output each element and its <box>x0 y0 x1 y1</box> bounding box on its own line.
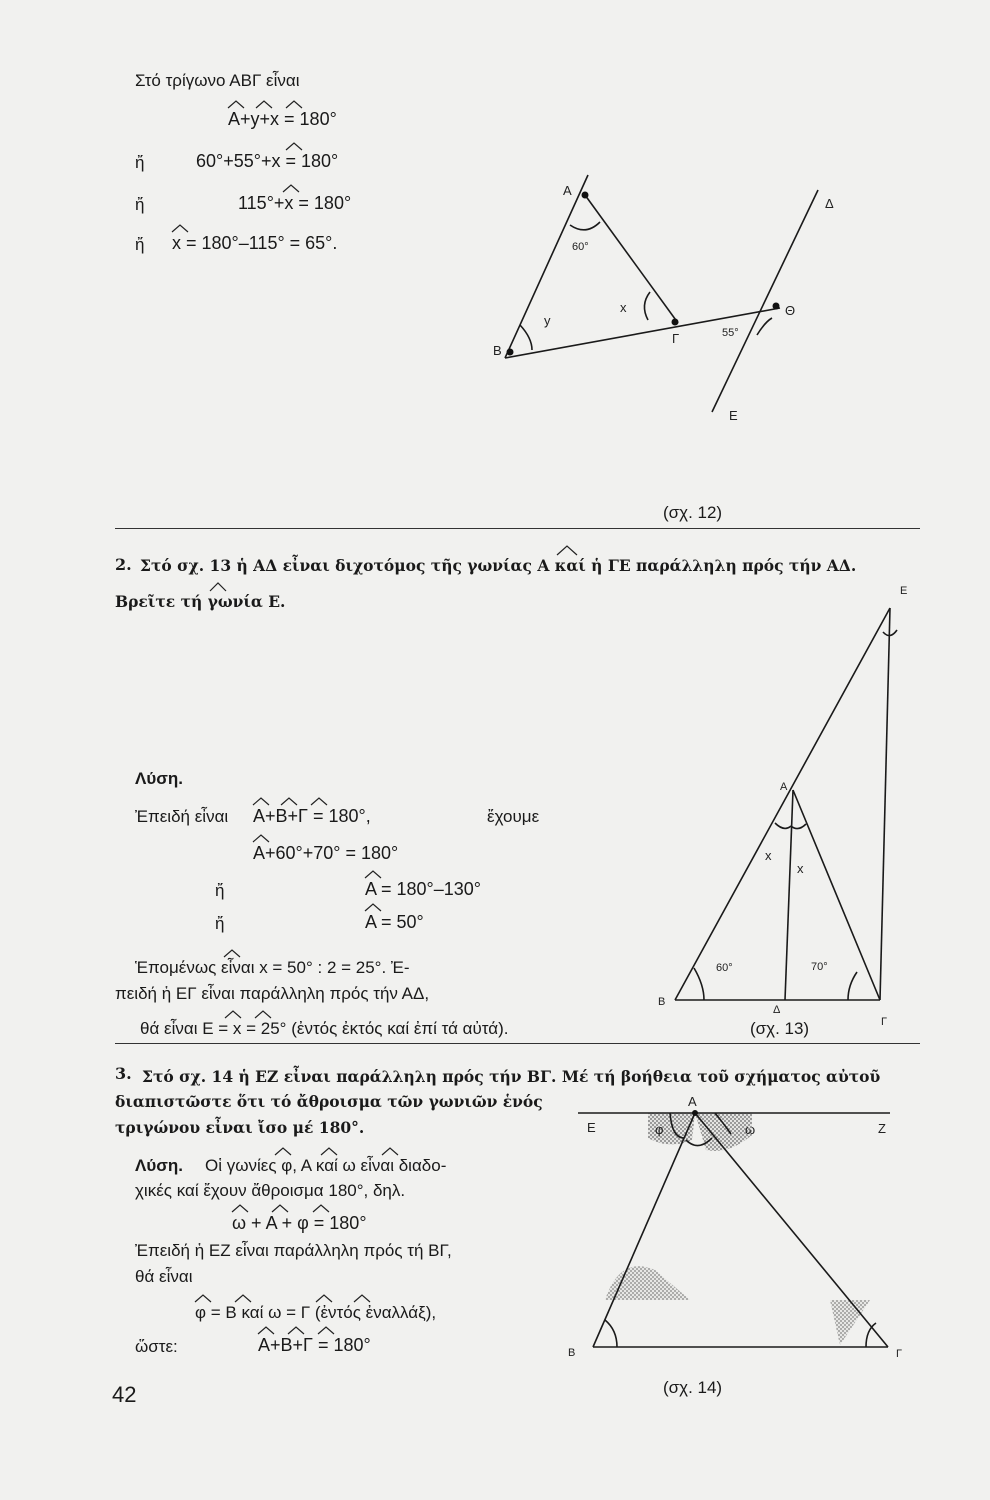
part3-statement-line1: Στό σχ. 14 ἡ ΕΖ εἶναι παράλληλη πρός τήν ΒΓ. Μέ τή βοήθεια τοῦ σχήματος αὐτοῦ <box>142 1067 881 1086</box>
part1-eq1: Α+y+x = 180° <box>228 109 337 129</box>
part3-solution-label: Λύση. <box>135 1156 183 1175</box>
part2-s6: πειδή ἡ ΕΓ εἶναι παράλληλη πρός τήν ΑΔ, <box>115 984 430 1003</box>
fig13-label-x2: x <box>797 861 804 876</box>
figure-12 <box>493 175 834 423</box>
part2-s1-prefix: Ἐπειδή εἶναι <box>135 807 229 826</box>
part3-statement-line3: τριγώνου εἶναι ἴσο μέ 180°. <box>115 1118 365 1137</box>
fig13-arc-60 <box>694 968 704 1000</box>
part1-caption: (σχ. 12) <box>663 503 723 522</box>
part2-s4-prefix: ἤ <box>215 914 225 933</box>
part1-eq4-prefix: ἤ <box>135 235 145 254</box>
fig13-label-G: Γ <box>881 1016 888 1028</box>
part1-intro: Στό τρίγωνο ΑΒΓ εἶναι <box>135 71 300 90</box>
fig12-arc-60 <box>570 222 600 230</box>
fig13-label-60: 60° <box>716 962 733 974</box>
fig12-label-E: Ε <box>729 408 738 423</box>
fig12-point-G <box>672 319 679 326</box>
fig14-label-G: Γ <box>896 1348 903 1360</box>
fig12-point-B <box>507 349 514 356</box>
fig13-line-AD <box>785 790 793 1000</box>
figure-14 <box>568 1094 902 1360</box>
part3-statement-line2: διαπιστῶστε ὅτι τό ἄθροισμα τῶν γωνιῶν ἑνός <box>115 1092 543 1111</box>
part3-s7-prefix: ὥστε: <box>135 1337 178 1356</box>
fig13-arc-x2 <box>791 824 806 829</box>
part2-s2: Α+60°+70° = 180° <box>253 843 399 863</box>
part2-s5: Ἑπομένως εἶναι x = 50° : 2 = 25°. Ἐ- <box>135 958 410 977</box>
part2-statement-line2: Βρεῖτε τή γωνία Ε. <box>115 592 286 611</box>
part3-s3: ω + Α + φ = 180° <box>232 1213 367 1233</box>
fig14-shade-B <box>605 1266 690 1300</box>
fig12-label-D: Δ <box>825 196 834 211</box>
fig12-arc-55 <box>757 318 772 335</box>
part3-s2: χικές καί ἔχουν ἄθροισμα 180°, δηλ. <box>135 1181 406 1200</box>
fig13-label-A: Α <box>780 781 788 793</box>
fig14-line-AG <box>695 1113 888 1347</box>
page-number: 42 <box>112 1382 137 1407</box>
part3-angle-hats <box>195 1148 398 1334</box>
fig13-label-x1: x <box>765 848 772 863</box>
fig13-arc-x1 <box>775 823 791 828</box>
fig12-label-G: Γ <box>672 331 680 346</box>
part1-eq2-prefix: ἤ <box>135 153 145 172</box>
fig12-line-AG <box>585 195 678 323</box>
part2-angle-hats <box>210 546 577 1018</box>
part3-s7: Α+Β+Γ = 180° <box>258 1335 371 1355</box>
part3-s1: Οἱ γωνίες φ, Α καί ω εἶναι διαδο- <box>205 1156 447 1175</box>
part2-s1-suffix: ἔχουμε <box>487 807 540 826</box>
fig14-shade-G <box>830 1300 870 1345</box>
fig12-arc-x <box>644 292 650 320</box>
fig12-label-60: 60° <box>572 241 589 253</box>
fig13-label-D: Δ <box>773 1004 781 1016</box>
part2-caption: (σχ. 13) <box>750 1019 810 1038</box>
part2-statement-line1: Στό σχ. 13 ἡ ΑΔ εἶναι διχοτόμος τῆς γωνίας Α καί ἡ ΓΕ παράλληλη πρός τήν ΑΔ. <box>140 556 857 575</box>
fig13-label-70: 70° <box>811 961 828 973</box>
fig13-label-B: Β <box>658 996 666 1008</box>
part2-s1: Α+Β+Γ = 180°, <box>253 806 371 826</box>
fig12-point-A <box>582 192 589 199</box>
fig13-line-EG <box>880 608 890 1000</box>
fig14-arc-B <box>605 1320 617 1347</box>
part3-number: 3. <box>115 1064 132 1083</box>
fig12-label-Th: Θ <box>785 303 796 318</box>
fig12-line-DE <box>712 190 818 412</box>
fig12-line-AB <box>505 175 588 358</box>
part3-s6: φ = Β καί ω = Γ (ἐντός ἐναλλάξ), <box>195 1303 437 1322</box>
fig12-arc-y <box>520 325 532 350</box>
part2-s3: Α = 180°–130° <box>365 879 481 899</box>
fig14-label-B: Β <box>568 1347 576 1359</box>
part1-eq3: 115°+x = 180° <box>238 193 352 213</box>
fig12-label-B: Β <box>493 343 502 358</box>
fig14-label-omega: ω <box>745 1122 756 1137</box>
figure-13 <box>658 585 907 1028</box>
fig14-shade-omega <box>695 1113 752 1151</box>
part1-angle-hats <box>172 101 302 232</box>
part1-eq2: 60°+55°+x = 180° <box>196 151 339 171</box>
part2-s3-prefix: ἤ <box>215 881 225 900</box>
fig14-line-AB <box>593 1113 695 1347</box>
part3-caption: (σχ. 14) <box>663 1378 723 1397</box>
fig14-label-A: Α <box>688 1094 697 1109</box>
part1-eq4: x = 180°–115° = 65°. <box>172 233 338 253</box>
fig13-arc-70 <box>848 972 857 1000</box>
part3-s4: Ἐπειδή ἡ ΕΖ εἶναι παράλληλη πρός τή ΒΓ, <box>135 1241 452 1260</box>
fig14-label-Z: Ζ <box>878 1121 886 1136</box>
fig13-line-AG <box>793 790 880 1000</box>
part2-s7: θά εἶναι Ε = x = 25° (ἐντός ἐκτός καί ἐπί τά αὐτά). <box>140 1019 509 1038</box>
part2-number: 2. <box>115 555 132 574</box>
part2-s4: Α = 50° <box>365 912 424 932</box>
fig13-label-E: Ε <box>900 585 908 597</box>
part2-solution-label: Λύση. <box>135 769 183 788</box>
fig12-point-Th <box>773 303 780 310</box>
fig12-label-55: 55° <box>722 327 739 339</box>
fig14-label-phi: φ <box>655 1122 664 1137</box>
fig14-label-E: Ε <box>587 1120 596 1135</box>
fig12-label-A: Α <box>563 183 572 198</box>
part1-eq3-prefix: ἤ <box>135 195 145 214</box>
fig13-line-EB <box>675 608 890 1000</box>
part3-s5: θά εἶναι <box>135 1267 193 1286</box>
fig14-point-A <box>692 1110 698 1116</box>
fig12-label-x: x <box>620 300 627 315</box>
fig12-label-y: y <box>544 313 551 328</box>
